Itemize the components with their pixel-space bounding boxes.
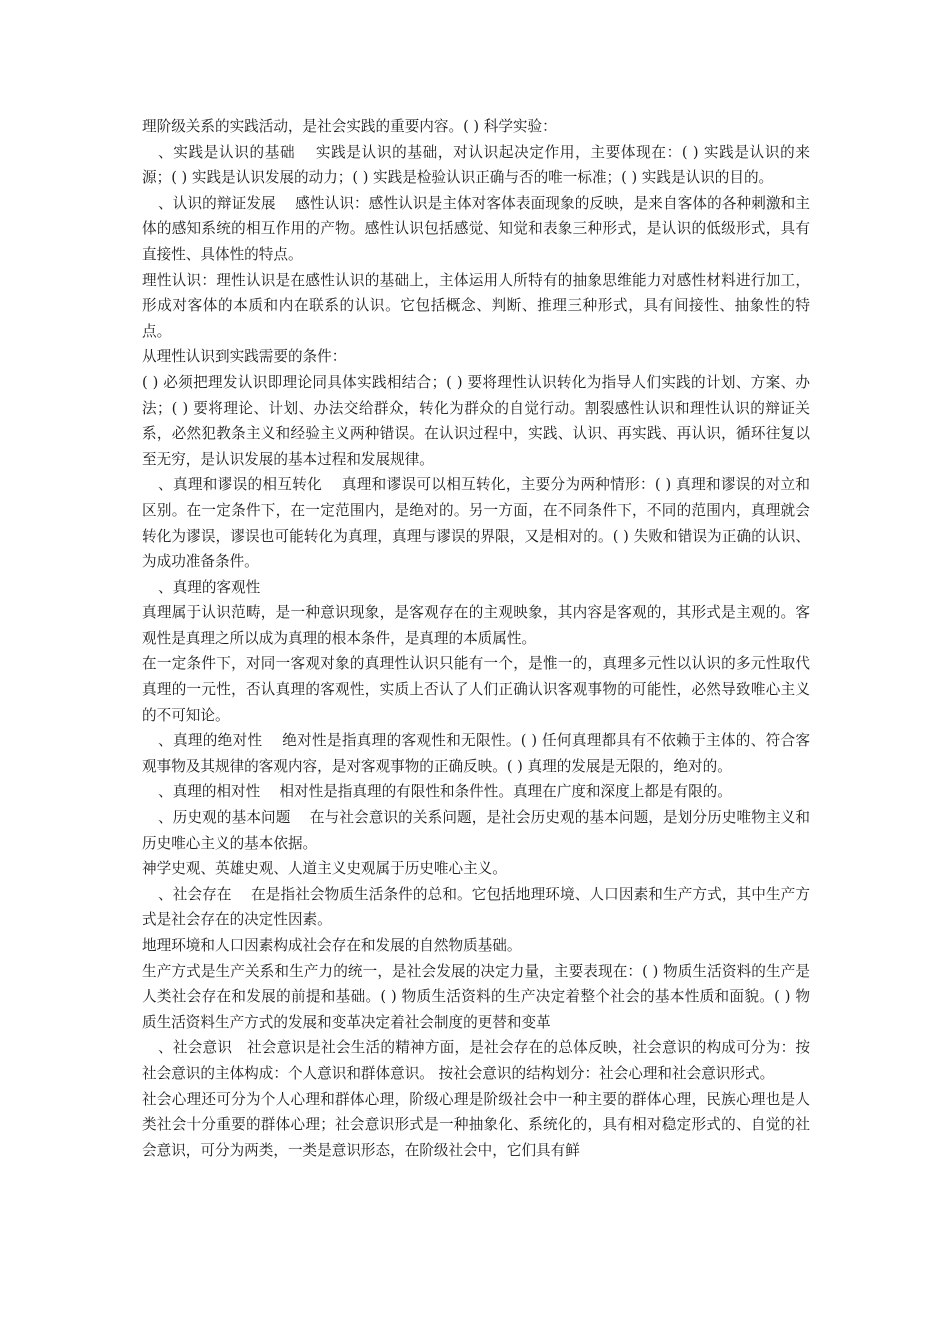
paragraph: 、社会存在 在是指社会物质生活条件的总和。它包括地理环境、人口因素和生产方式，其中生产方式是社会存在的决定性因素。 — [142, 885, 810, 929]
paragraph: 、真理的绝对性 绝对性是指真理的客观性和无限性。( ) 任何真理都具有不依赖于主体的、符合客观事物及其规律的客观内容，是对客观事物的正确反映。( ) 真理的发展是无限的，绝对的。 — [142, 732, 810, 775]
paragraph: 地理环境和人口因素构成社会存在和发展的自然物质基础。 — [142, 937, 522, 954]
paragraph: 、真理的相对性 相对性是指真理的有限性和条件性。真理在广度和深度上都是有限的。 — [158, 783, 732, 801]
paragraph: 生产方式是生产关系和生产力的统一，是社会发展的决定力量，主要表现在：( ) 物质生活资料的生产是人类社会存在和发展的前提和基础。( ) 物质生活资料的生产决定着整个社会的基本性质和面貌。( ) 物质生活资料生产方式的发展和变革决定着社会制度的更替和变革 — [142, 962, 810, 1031]
paragraph: 、真理和谬误的相互转化 真理和谬误可以相互转化，主要分为两种情形：( ) 真理和谬误的对立和区别。在一定条件下，在一定范围内，是绝对的。另一方面，在不同条件下，不同的范围内，真理就会转化为谬误，谬误也可能转化为真理，真理与谬误的界限，又是相对的。( ) 失败和错误为正确的认识、为成功准备条件。 — [142, 476, 810, 571]
paragraph: 真理属于认识范畴，是一种意识现象，是客观存在的主观映象，其内容是客观的，其形式是主观的。客观性是真理之所以成为真理的根本条件，是真理的本质属性。 — [142, 604, 810, 647]
paragraph: 在一定条件下，对同一客观对象的真理性认识只能有一个，是惟一的，真理多元性以认识的多元性取代真理的一元性，否认真理的客观性，实质上否认了人们正确认识客观事物的可能性，必然导致唯心主义的不可知论。 — [142, 655, 810, 724]
paragraph: 、认识的辩证发展 感性认识：感性认识是主体对客体表面现象的反映，是来自客体的各种刺激和主体的感知系统的相互作用的产物。感性认识包括感觉、知觉和表象三种形式，是认识的低级形式，具有直接性、具体性的特点。 — [142, 194, 810, 263]
paragraph: 、真理的客观性 — [158, 578, 261, 596]
paragraph: 、社会意识 社会意识是社会生活的精神方面，是社会存在的总体反映，社会意识的构成可分为：按社会意识的主体构成：个人意识和群体意识。 按社会意识的结构划分：社会心理和社会意识形式。 — [142, 1039, 810, 1082]
paragraph: 、实践是认识的基础 实践是认识的基础，对认识起决定作用，主要体现在：( ) 实践是认识的来源；( ) 实践是认识发展的动力；( ) 实践是检验认识正确与否的唯一标准；( ) 实践是认识的目的。 — [142, 143, 810, 187]
paragraph: 从理性认识到实践需要的条件： — [142, 348, 347, 366]
paragraph: ( ) 必须把理发认识即理论同具体实践相结合；( ) 要将理性认识转化为指导人们实践的计划、方案、办法；( ) 要将理论、计划、办法交给群众，转化为群众的自觉行动。割裂感性认识和理性认识的辩证关系，必然犯教条主义和经验主义两种错误。在认识过程中，实践、认识、再实践、再认识，循环往复以至无穷，是认识发展的基本过程和发展规律。 — [142, 373, 810, 468]
paragraph: 社会心理还可分为个人心理和群体心理，阶级心理是阶级社会中一种主要的群体心理，民族心理也是人类社会十分重要的群体心理；社会意识形式是一种抽象化、系统化的，具有相对稳定形式的、自觉的社会意识，可分为两类，一类是意识形态，在阶级社会中，它们具有鲜 — [142, 1090, 810, 1159]
paragraph: 、历史观的基本问题 在与社会意识的关系问题，是社会历史观的基本问题，是划分历史唯物主义和历史唯心主义的基本依据。 — [142, 809, 810, 852]
paragraph: 理性认识：理性认识是在感性认识的基础上，主体运用人所特有的抽象思维能力对感性材料进行加工，形成对客体的本质和内在联系的认识。它包括概念、判断、推理三种形式，具有间接性、抽象性的特点。 — [142, 271, 810, 340]
document-page — [142, 114, 810, 1163]
paragraph: 理阶级关系的实践活动，是社会实践的重要内容。( ) 科学实验： — [142, 118, 557, 135]
paragraph: 神学史观、英雄史观、人道主义史观属于历史唯心主义。 — [142, 860, 507, 878]
